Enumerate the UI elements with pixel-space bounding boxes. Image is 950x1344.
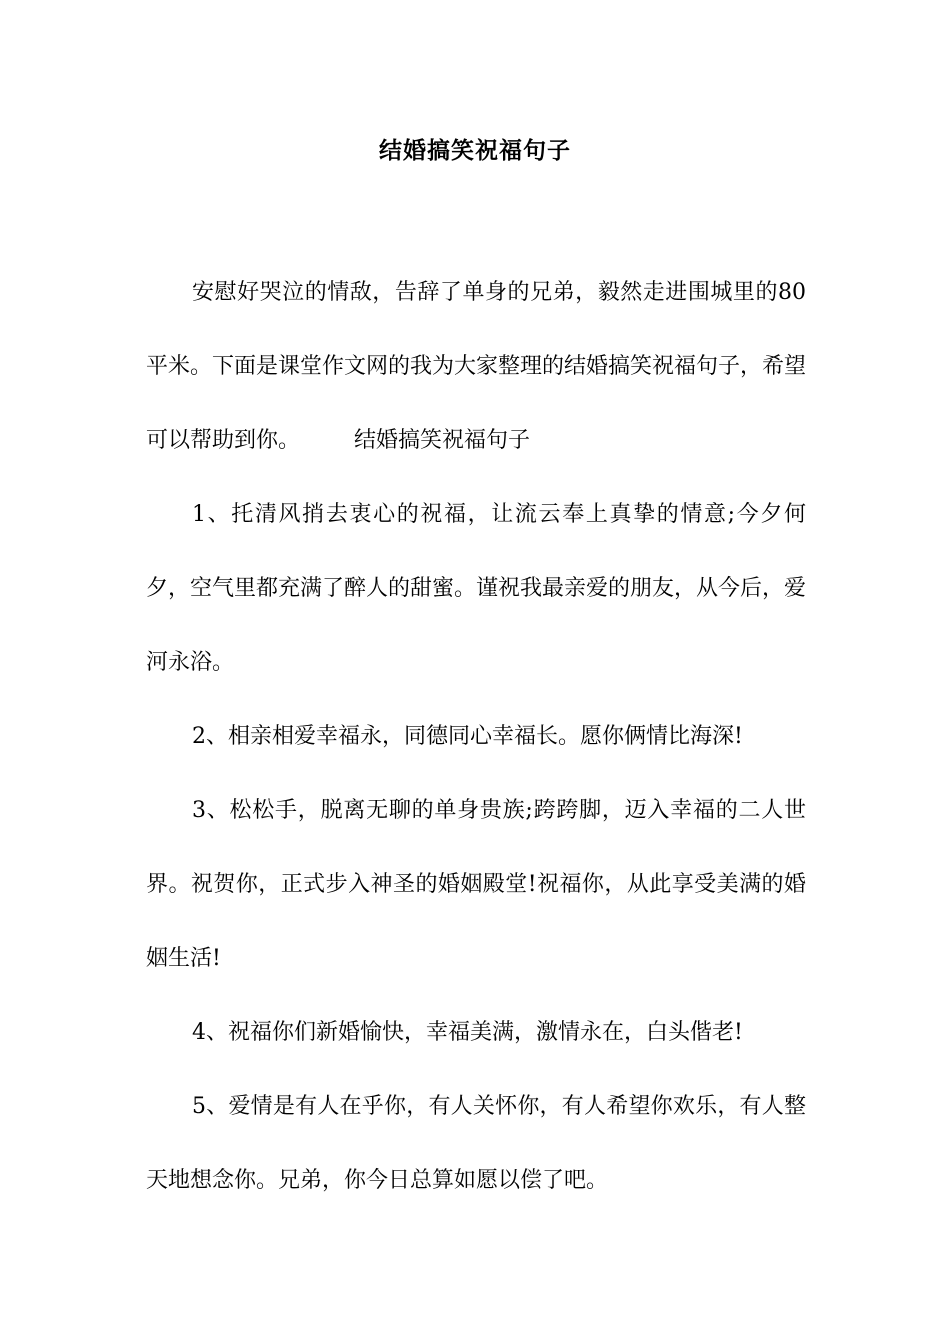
inline-subheading: 结婚搞笑祝福句子: [354, 428, 531, 453]
blessing-item-4: 4、祝福你们新婚愉快，幸福美满，激情永在，白头偕老!: [192, 1020, 743, 1045]
blessing-item-5: 5、爱情是有人在乎你，有人关怀你，有人希望你欢乐，有人整天地想念你。兄弟，你今日总算如愿以偿了吧。: [146, 1094, 806, 1193]
intro-paragraph: [146, 256, 806, 478]
blessing-item-2: 2、相亲相爱幸福永，同德同心幸福长。愿你俩情比海深!: [192, 724, 743, 749]
document-body: [146, 256, 806, 1218]
document-title: 结婚搞笑祝福句子: [379, 137, 571, 164]
blessing-item-3: 3、松松手，脱离无聊的单身贵族;跨跨脚，迈入幸福的二人世界。祝贺你，正式步入神圣的婚姻殿堂!祝福你，从此享受美满的婚姻生活!: [146, 798, 806, 971]
intro-text: 安慰好哭泣的情敌，告辞了单身的兄弟，毅然走进围城里的80平米。下面是课堂作文网的我为大家整理的结婚搞笑祝福句子，希望可以帮助到你。: [146, 280, 807, 453]
blessing-item-1: 1、托清风捎去衷心的祝福，让流云奉上真挚的情意;今夕何夕，空气里都充满了醉人的甜蜜。谨祝我最亲爱的朋友，从今后，爱河永浴。: [146, 502, 807, 675]
